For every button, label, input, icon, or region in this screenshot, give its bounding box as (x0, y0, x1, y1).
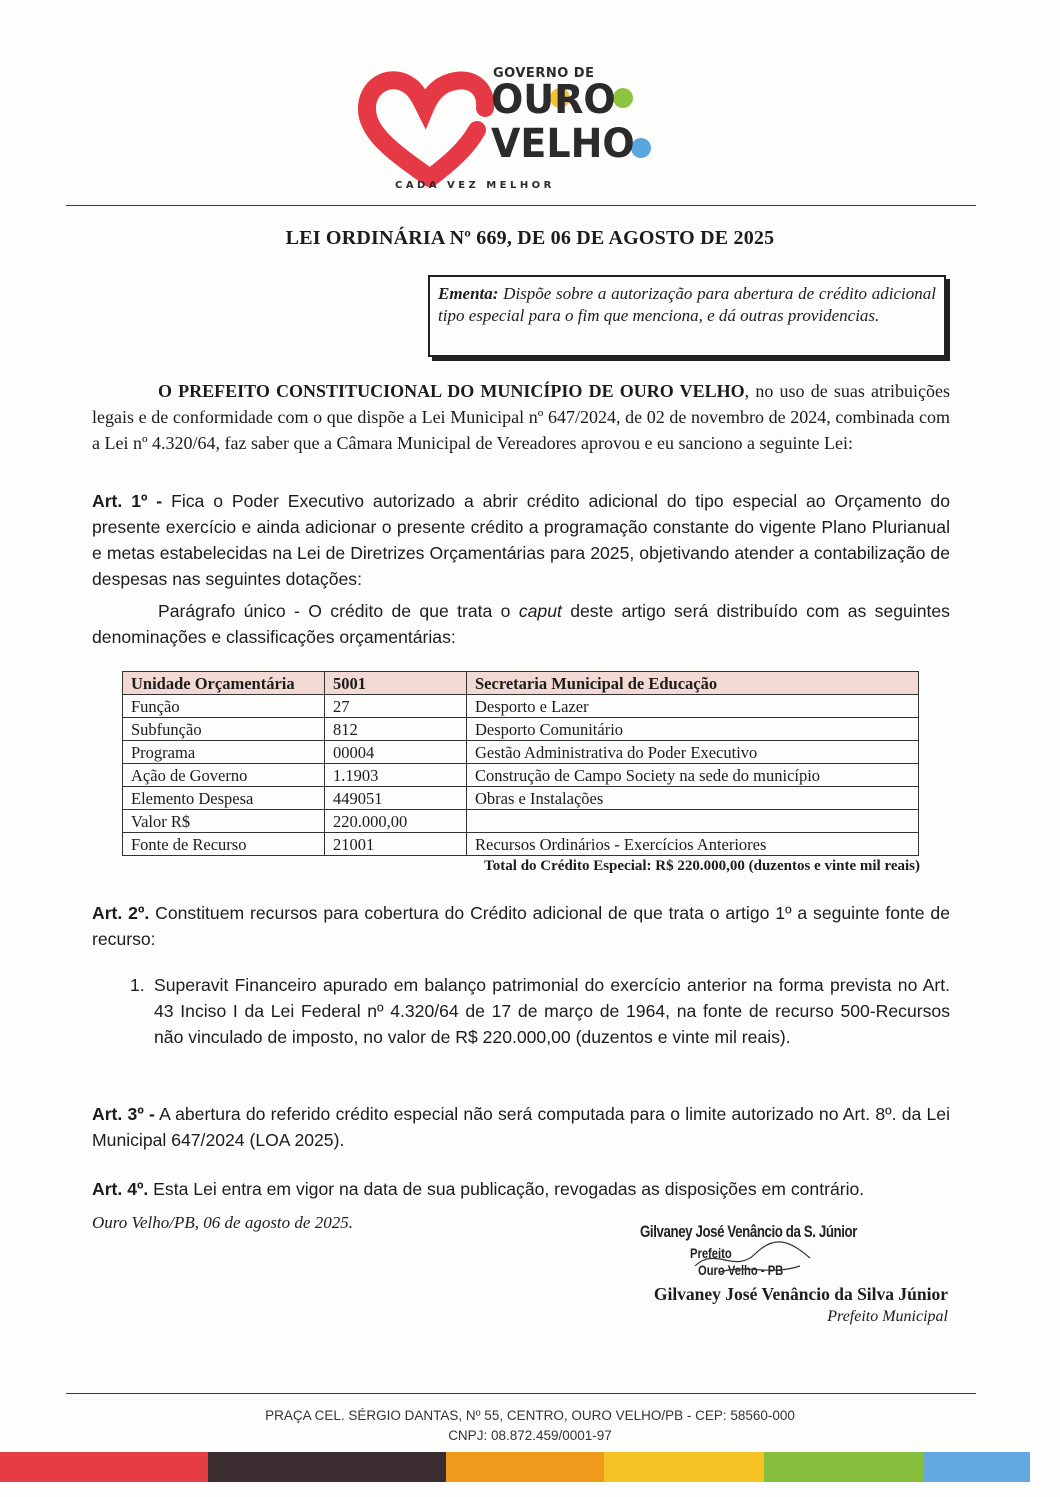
article-2-label: Art. 2º. (92, 903, 150, 923)
table-cell: Obras e Instalações (467, 787, 919, 810)
article-3-label: Art. 3º - (92, 1104, 155, 1124)
table-cell: Fonte de Recurso (123, 833, 325, 856)
logo (355, 58, 665, 198)
article-2-text: Constituem recursos para cobertura do Crédito adicional de que trata o artigo 1º a seguinte fonte de recurso: (92, 903, 950, 949)
table-cell: 220.000,00 (325, 810, 467, 833)
article-1-label: Art. 1º - (92, 491, 163, 511)
stamp-name: Gilvaney José Venâncio da S. Júnior (640, 1222, 858, 1241)
table-cell: 00004 (325, 741, 467, 764)
table-cell: Gestão Administrativa do Poder Executivo (467, 741, 919, 764)
table-row (123, 810, 919, 833)
table-header-cell: Secretaria Municipal de Educação (467, 672, 919, 695)
paragraph-caput: caput (518, 601, 562, 621)
table-header-cell: Unidade Orçamentária (123, 672, 325, 695)
article-3 (92, 1101, 950, 1153)
footer-bar-yellow (604, 1452, 764, 1482)
footer-cnpj: CNPJ: 08.872.459/0001-97 (448, 1428, 612, 1443)
article-1-text: Fica o Poder Executivo autorizado a abrir crédito adicional do tipo especial ao Orçamento do presente exercício e ainda adicionar o presente crédito a programação constante do vigente Plano Plurianual e metas estabelecidas na Lei de Diretrizes Orçamentárias para 2025, objetivando atender a contabilização de despesas nas seguintes dotações: (92, 491, 950, 589)
table-row (123, 787, 919, 810)
document-title: LEI ORDINÁRIA Nº 669, DE 06 DE AGOSTO DE 2025 (285, 227, 775, 249)
table-cell: Função (123, 695, 325, 718)
logo-tagline: C A D A V E Z M E L H O R (395, 180, 552, 191)
table-cell: Valor R$ (123, 810, 325, 833)
article-2 (92, 900, 950, 952)
table-cell: 812 (325, 718, 467, 741)
signer-role: Prefeito Municipal (827, 1308, 948, 1325)
budget-table (122, 671, 919, 856)
place-date: Ouro Velho/PB, 06 de agosto de 2025. (92, 1213, 353, 1232)
table-cell: Programa (123, 741, 325, 764)
ementa-text: Dispõe sobre a autorização para abertura de crédito adicional tipo especial para o fim que menciona, e dá outras providencias. (438, 284, 936, 325)
paragraph-text-a: Parágrafo único - O crédito de que trata o (158, 601, 519, 621)
footer-bar-orange (446, 1452, 604, 1482)
logo-line1: GOVERNO DE (493, 66, 595, 81)
table-cell: 1.1903 (325, 764, 467, 787)
article-4-text: Esta Lei entra em vigor na data de sua publicação, revogadas as disposições em contrário. (148, 1179, 865, 1199)
table-row (123, 718, 919, 741)
table-cell: Recursos Ordinários - Exercícios Anteriores (467, 833, 919, 856)
preamble (92, 378, 950, 456)
table-cell: Desporto e Lazer (467, 695, 919, 718)
logo-line2: OURO (491, 77, 616, 123)
table-cell (467, 810, 919, 833)
table-cell: 27 (325, 695, 467, 718)
footer-bar-green (764, 1452, 924, 1482)
preamble-bold: O PREFEITO CONSTITUCIONAL DO MUNICÍPIO DE OURO VELHO (158, 381, 745, 401)
table-row (123, 741, 919, 764)
table-total: Total do Crédito Especial: R$ 220.000,00 (duzentos e vinte mil reais) (484, 858, 920, 874)
footer-address: PRAÇA CEL. SÉRGIO DANTAS, Nº 55, CENTRO, OURO VELHO/PB - CEP: 58560-000 (265, 1408, 795, 1423)
header-divider (66, 205, 976, 206)
table-cell: 21001 (325, 833, 467, 856)
table-header-row (123, 672, 919, 695)
list-item-number: 1. (130, 975, 145, 995)
footer-divider (66, 1393, 976, 1394)
ementa-label: Ementa: (438, 284, 499, 303)
table-row (123, 695, 919, 718)
paragraph-text-b: deste artigo será distribuído com as seguintes denominações e classificações orçamentárias: (92, 601, 950, 647)
footer-bar-dark (208, 1452, 446, 1482)
table-cell: Ação de Governo (123, 764, 325, 787)
signer-name: Gilvaney José Venâncio da Silva Júnior (653, 1284, 948, 1304)
table-row (123, 833, 919, 856)
article-3-text: A abertura do referido crédito especial não será computada para o limite autorizado no Art. 8º. da Lei Municipal 647/2024 (LOA 2025). (92, 1104, 950, 1150)
signature-scribble (690, 1236, 820, 1280)
table-cell: 449051 (325, 787, 467, 810)
table-row (123, 764, 919, 787)
article-4-label: Art. 4º. (92, 1179, 149, 1199)
stamp-role: Prefeito (690, 1245, 732, 1261)
footer-bar-blue (924, 1452, 1030, 1482)
table-cell: Elemento Despesa (123, 787, 325, 810)
logo-line3: VELHO (491, 121, 635, 167)
stamp-city: Ouro Velho - PB (698, 1262, 784, 1278)
preamble-text: , no uso de suas atribuições legais e de conformidade com o que dispõe a Lei Municipal nº 647/2024, de 02 de novembro de 2024, combinada com a Lei nº 4.320/64, faz saber que a Câmara Municipal de Vereadores aprovou e eu sanciono a seguinte Lei: (92, 381, 950, 453)
ementa-box (428, 275, 946, 357)
table-cell: Desporto Comunitário (467, 718, 919, 741)
article-4 (92, 1176, 950, 1202)
table-cell: Construção de Campo Society na sede do município (467, 764, 919, 787)
list-item: Superavit Financeiro apurado em balanço patrimonial do exercício anterior na forma prevista no Art. 43 Inciso I da Lei Federal nº 4.320/64 de 17 de março de 1964, na fonte de recurso 500-Recursos não vinculado de imposto, no valor de R$ 220.000,00 (duzentos e vinte mil reais). (154, 975, 950, 1047)
article-1 (92, 488, 950, 592)
article-1-paragraph (92, 598, 950, 650)
footer-bar-red (0, 1452, 208, 1482)
table-cell: Subfunção (123, 718, 325, 741)
table-header-cell: 5001 (325, 672, 467, 695)
